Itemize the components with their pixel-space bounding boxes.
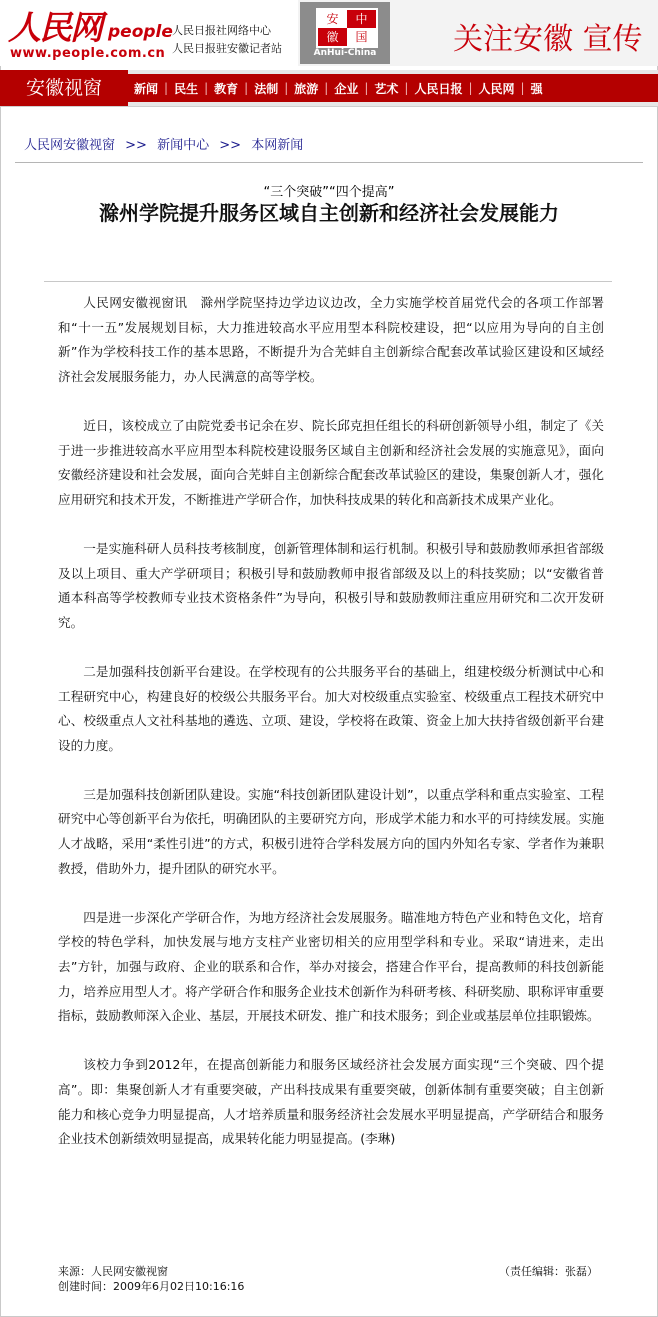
nav-separator: | [244,81,249,95]
nav-item-peoples-daily[interactable]: 人民日报 [414,81,463,96]
channel-title[interactable]: 安徽视窗 [0,70,128,106]
article-title: 滁州学院提升服务区域自主创新和经济社会发展能力 [99,201,559,225]
article-subtitle: “三个突破”“四个提高” [263,185,395,200]
breadcrumb-separator: >> [125,138,147,153]
site-url[interactable]: www.people.com.cn [10,46,166,61]
badge-tile: 徽 [318,28,347,46]
site-header [0,0,658,66]
divider [44,281,612,282]
nav-separator: | [324,81,329,95]
breadcrumb-home-link[interactable]: 人民网安徽视窗 [24,138,116,153]
publisher-line-2: 人民日报驻安徽记者站 [172,42,282,55]
breadcrumb [24,134,309,153]
nav-menu [128,74,658,102]
article-footer [58,1264,598,1294]
article-paragraph: 三是加强科技创新团队建设。实施“科技创新团队建设计划”，以重点学科和重点实验室、工程研究中心等创新平台为依托，明确团队的主要研究方向，形成学术能力和水平的可持续发展。实施人才战略，采用“柔性引进”的方式，积极引进符合学科发展方向的国内外知名专家、学者作为兼职教授，借助外力，提升团队的研究水平。 [58,786,604,876]
article-created-time: 创建时间：2009年6月02日10:16:16 [58,1280,245,1293]
article-paragraph: 四是进一步深化产学研合作，为地方经济社会发展服务。瞄准地方特色产业和特色文化，培育学校的特色学科，加快发展与地方支柱产业密切相关的应用型学科和专业。采取“请进来，走出去”方针，加强与政府、企业的联系和合作，举办对接会，搭建合作平台，提高教师的科技创新能力，培养应用型人才。将产学研合作和服务企业技术创新作为科研考核、科研奖励、职称评审重要指标，鼓励教师深入企业、基层，开展技术研发、推广和技术服务；到企业或基层单位挂职锻炼。 [58,909,604,1024]
nav-item-news[interactable]: 新闻 [134,81,159,96]
nav-item-livelihood[interactable]: 民生 [174,81,199,96]
article-editor: （责任编辑：张磊） [499,1265,598,1278]
channel-nav [0,70,658,107]
badge-tile: 中 [347,10,376,28]
nav-separator: | [364,81,369,95]
article-paragraph: 一是实施科研人员科技考核制度，创新管理体制和运行机制。积极引导和鼓励教师承担省部级及以上项目、重大产学研项目；积极引导和鼓励教师申报省部级及以上的科技奖励；以“安徽省普通本科高等学校教师专业技术资格条件”为导向，积极引导和鼓励教师注重应用研究和二次开发研究。 [58,540,604,630]
banner-slogan: 关注安徽 宣传 [453,22,643,57]
nav-separator: | [404,81,409,95]
article-paragraph: 该校力争到2012年，在提高创新能力和服务区域经济社会发展方面实现“三个突破、四个提高”。即：集聚创新人才有重要突破，产出科技成果有重要突破，创新体制有重要突破；自主创新能力和核心竞争力明显提高，人才培养质量和服务经济社会发展水平明显提高，产学研结合和服务企业技术创新绩效明显提高，成果转化能力明显提高。(李琳) [58,1057,604,1147]
badge-tile: 国 [347,28,376,46]
nav-separator: | [164,81,169,95]
breadcrumb-site-news-link[interactable]: 本网新闻 [251,138,304,153]
nav-separator: | [468,81,473,95]
nav-item-enterprise[interactable]: 企业 [334,81,359,96]
article-paragraph: 人民网安徽视窗讯 滁州学院坚持边学边议边改，全力实施学校首届党代会的各项工作部署和“十一五”发展规划目标，大力推进较高水平应用型本科院校建设，把“以应用为导向的自主创新”作为学校科技工作的基本思路，不断提升为合芜蚌自主创新综合配套改革试验区建设和区域经济社会发展服务能力，办人民满意的高等学校。 [58,295,604,384]
nav-item-law[interactable]: 法制 [254,81,279,96]
publisher-line-1: 人民日报社网络中心 [172,24,271,37]
nav-item-more[interactable]: 强 [530,81,543,96]
article-body [58,291,604,1152]
anhui-china-badge [300,2,390,64]
nav-separator: | [204,81,209,95]
breadcrumb-news-center-link[interactable]: 新闻中心 [157,138,210,153]
nav-item-people-net[interactable]: 人民网 [478,81,515,96]
article-paragraph: 二是加强科技创新平台建设。在学校现有的公共服务平台的基础上，组建校级分析测试中心和工程研究中心，构建良好的校级公共服务平台。加大对校级重点实验室、校级重点工程技术研究中心、校级重点人文社科基地的遴选、立项、建设，学校将在政策、资金上加大扶持省级创新平台建设的力度。 [58,663,604,753]
header-banner[interactable] [298,0,658,66]
site-logo-en[interactable]: people [108,22,173,42]
site-logo[interactable]: 人民网 [8,8,101,47]
nav-item-education[interactable]: 教育 [214,81,239,96]
article-source: 来源：人民网安徽视窗 [58,1265,168,1278]
badge-tile: 安 [318,10,347,28]
divider [15,162,643,163]
nav-separator: | [284,81,289,95]
nav-separator: | [520,81,525,95]
nav-item-travel[interactable]: 旅游 [294,81,319,96]
breadcrumb-separator: >> [219,138,242,153]
article-paragraph: 近日，该校成立了由院党委书记余在岁、院长邱克担任组长的科研创新领导小组，制定了《关于进一步推进较高水平应用型本科院校建设服务区域自主创新和经济社会发展的实施意见》，面向安徽经济建设和社会发展，面向合芜蚌自主创新综合配套改革试验区的建设，集聚创新人才，强化应用研究和技术开发，不断推进产学研合作，加快科技成果的转化和高新技术成果产业化。 [58,417,604,507]
nav-item-art[interactable]: 艺术 [374,81,399,96]
badge-caption: AnHui-China [313,48,377,58]
